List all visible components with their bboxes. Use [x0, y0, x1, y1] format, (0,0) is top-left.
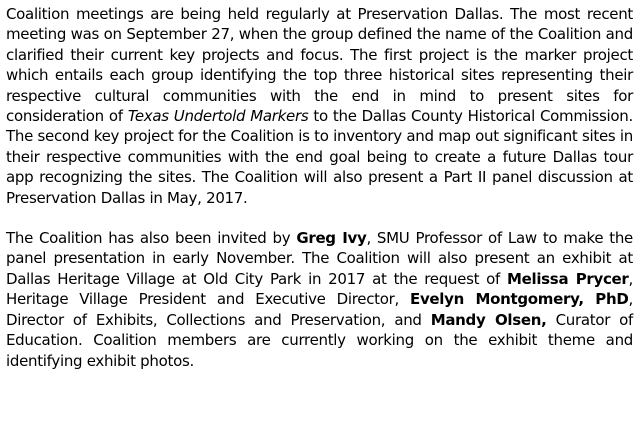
marker-program-name: Texas Undertold Markers [127, 107, 309, 126]
person-name-melissa-prycer: Melissa Prycer [507, 269, 629, 288]
paragraph-coalition-invitations [6, 228, 633, 371]
person-name-greg-ivy: Greg Ivy [296, 229, 367, 248]
person-name-evelyn-montgomery: Evelyn Montgomery, PhD [410, 290, 629, 309]
paragraph-2-text-d: , Director of Exhibits, Collections and Preservation, and [6, 290, 634, 329]
paragraph-2-text-a: The Coalition has also been invited by [6, 229, 297, 248]
paragraph-1-text-b: to the Dallas County Historical Commission. The second key project for the Coalition is to inventory and map out significant sites in their respective communities with the end goal being to create a future Dallas tour app recognizing the sites. The Coalition will also present a Part II panel discussion at Preservation Dallas in May, 2017. [6, 107, 633, 207]
paragraph-coalition-meetings [6, 4, 633, 208]
document-body [6, 4, 633, 371]
person-name-mandy-olsen: Mandy Olsen, [430, 310, 547, 329]
paragraph-2-text-e: Curator of Education. Coalition members are currently working on the exhibit theme and identifying exhibit photos. [6, 310, 633, 370]
paragraph-1-text-a: Coalition meetings are being held regularly at Preservation Dallas. The most recent meeting was on September 27, when the group defined the name of the Coalition and clarified their current key projects and focus. The first project is the marker project which entails each group identifying the top three historical sites representing their respective cultural communities with the end in mind to present sites for consideration of [6, 5, 633, 126]
paragraph-2-text-c: , Heritage Village President and Executive Director, [6, 269, 633, 309]
paragraph-2-text-b: , SMU Professor of Law to make the panel presentation in early November. The Coalition will also present an exhibit at Dallas Heritage Village at Old City Park in 2017 at the request of [6, 229, 633, 288]
